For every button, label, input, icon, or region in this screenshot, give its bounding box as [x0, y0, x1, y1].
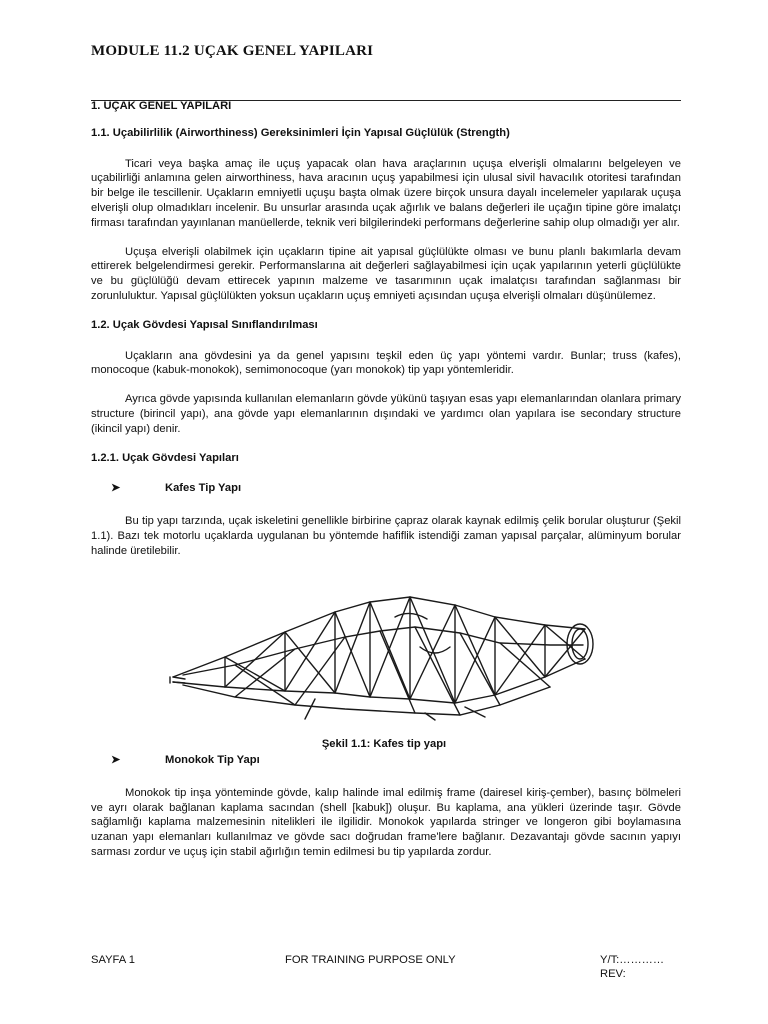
paragraph-kafes: Bu tip yapı tarzında, uçak iskeletini genellikle birbirine çapraz olarak kaynak edilmiş çelik borular oluşturur (Şekil 1.1). Bazı tek motorlu uçaklarda uygulanan bu yöntemde hafiflik istendiği zaman yapısal parçalar, alüminyum borular halinde üretilebilir.	[91, 515, 681, 557]
section-heading-1-2: 1.2. Uçak Gövdesi Yapısal Sınıflandırılması	[91, 318, 318, 331]
main-content	[91, 99, 681, 573]
footer-page-number: SAYFA 1	[91, 954, 135, 966]
module-title: MODULE 11.2 UÇAK GENEL YAPILARI	[91, 43, 374, 59]
arrowhead-bullet-icon: ➤	[111, 482, 121, 495]
paragraph-airworthiness: Ticari veya başka amaç ile uçuş yapacak olan hava araçlarının uçuşa elverişli olmalarını belgeleyen ve uçabilirliği anlamına gelen airworthiness, hava aracının uçuş yapabilmesi için ulusal sivil havacılık otoritesi tarafından bir belge ile tescillenir. Uçakların emniyetli uçuşu başta olmak üzere birçok unsura dayalı incelemeler yapılarak uçuşa elverişli olup olmadıkları incelenir. Bu unsurlar arasında uçak ağırlık ve balans değerleri ile uçağın tipine göre imalatçı firması tarafından yayınlanan manüellerde, teknik veri bilgilerindeki performans değerlerine sahip olup olmadığı yer alır.	[91, 157, 681, 229]
figure-caption: Şekil 1.1: Kafes tip yapı	[321, 738, 447, 750]
arrowhead-bullet-icon: ➤	[111, 754, 121, 766]
bullet-kafes	[91, 481, 681, 496]
footer-notice: FOR TRAINING PURPOSE ONLY	[285, 954, 456, 966]
footer-revision-block	[600, 953, 664, 981]
truss-fuselage-figure	[165, 587, 605, 722]
bullet-kafes-label: Kafes Tip Yapı	[165, 482, 242, 495]
main-content-continued	[91, 753, 681, 874]
section-heading-1-1: 1.1. Uçabilirlilik (Airworthiness) Gereksinimleri İçin Yapısal Güçlülük (Strength)	[91, 126, 510, 139]
paragraph-structural-strength: Uçuşa elverişli olabilmek için uçakların tipine ait yapısal güçlülükte olması ve bunu planlı bakımlarla devam ettirerek belgelendirmesi gerekir. Performanslarına ait değerleri sağlayabilmesi için uçak yapılarının yeterli güçlülükte ve bu güçlülüğü devam ettirecek yapının malzeme ve tasarımının uçak imalatçısı tarafından sağlanması bir zorunluluktur. Yapısal güçlülükten yoksun uçakların uçuş emniyeti açısından uçuşa elverişli olmaları düşünülemez.	[91, 245, 681, 302]
bullet-monokok-label: Monokok Tip Yapı	[165, 754, 260, 766]
paragraph-construction-methods: Uçakların ana gövdesini ya da genel yapısını teşkil eden üç yapı yöntemi vardır. Bunlar; truss (kafes), monocoque (kabuk-monokok), semimonocoque (yarı monokok) tip yapı yöntemleridir.	[91, 349, 681, 377]
paragraph-primary-secondary: Ayrıca gövde yapısında kullanılan elemanların gövde yükünü taşıyan esas yapı elemanlarından olanlara primary structure (birincil yapı), ana gövde yapı elemanlarının dışındaki ve yardımcı olan yapılara ise secondary structure (ikincil yapı) denir.	[91, 393, 681, 435]
paragraph-monokok: Monokok tip inşa yönteminde gövde, kalıp halinde imal edilmiş frame (dairesel kiriş-çember), basınç bölmeleri ve ayrı olarak bağlanan kaplama sacından (shell [kabuk]) oluşur. Bu kaplama, ana yükleri üzerinde taşır. Gövde sağlamlığı kaplama malzemesinin nitelikleri ile ilgilidir. Monokok yapılarda stringer ve longeron gibi boylamasına uzanan yapı elemanları kullanılmaz ve gövde sacı doğrudan frame'lere bağlanır. Dezavantajı gövde sacının yapıyı sarması zordur ve uçuş için stabil ağırlığın temin edilmesi bu tip yapılarda zordur.	[91, 786, 681, 858]
footer-rev: REV:	[600, 968, 626, 980]
bullet-monokok	[91, 753, 681, 768]
section-heading-1: 1. UÇAK GENEL YAPILARI	[91, 100, 232, 112]
section-heading-1-2-1: 1.2.1. Uçak Gövdesi Yapıları	[91, 451, 239, 464]
footer-yt: Y/T:…………	[600, 954, 665, 966]
